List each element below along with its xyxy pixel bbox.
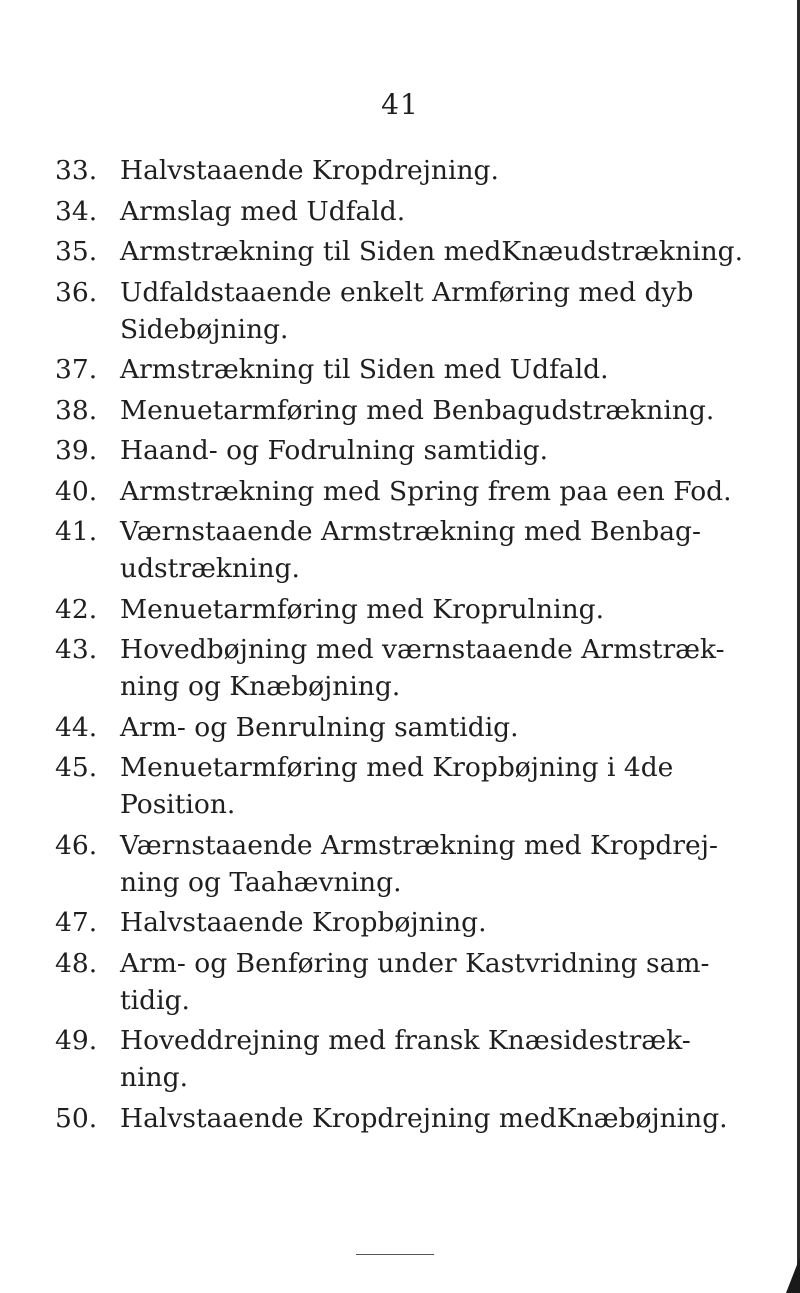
item-text: Armstrækning til Siden med Udfald. — [120, 354, 609, 385]
list-item — [55, 1022, 775, 1096]
end-rule — [356, 1254, 434, 1255]
item-number: 47. — [55, 907, 98, 938]
item-number: 45. — [55, 752, 98, 783]
item-number: 46. — [55, 829, 98, 861]
item-text: Hoveddrejning med fransk Knæsidestræk- ning. — [120, 1025, 691, 1093]
list-item — [55, 827, 775, 901]
exercise-list — [55, 152, 775, 1140]
item-text: Armstrækning med Spring frem paa een Fod. — [120, 475, 732, 507]
item-number: 40. — [55, 475, 98, 507]
item-text: Værnstaaende Armstrækning med Benbag- udstrækning. — [120, 516, 701, 584]
item-number: 35. — [55, 236, 98, 267]
item-text: Arm- og Benføring under Kastvridning sam- tidig. — [120, 947, 710, 1016]
item-number: 43. — [55, 634, 98, 665]
item-text: Udfaldstaaende enkelt Armføring med dyb Sidebøjning. — [120, 276, 694, 345]
list-item — [55, 945, 775, 1019]
item-number: 44. — [55, 711, 98, 743]
item-text: Menuetarmføring med Benbagudstrækning. — [120, 394, 715, 426]
list-item — [55, 473, 775, 510]
page-number: 41 — [381, 88, 419, 121]
item-text: Værnstaaende Armstrækning med Kropdrej- ning og Taahævning. — [120, 829, 718, 898]
item-text: Halvstaaende Kropdrejning. — [120, 155, 499, 186]
list-item — [55, 1100, 775, 1137]
item-number: 34. — [55, 195, 98, 227]
item-text: Armstrækning til Siden medKnæudstrækning. — [120, 236, 744, 267]
list-item — [55, 274, 775, 348]
item-number: 37. — [55, 354, 98, 385]
list-item — [55, 351, 775, 388]
item-text: Halvstaaende Kropbøjning. — [120, 907, 487, 938]
list-item — [55, 513, 775, 587]
item-number: 36. — [55, 276, 98, 308]
item-number: 39. — [55, 435, 98, 466]
list-item — [55, 631, 775, 705]
list-item — [55, 749, 775, 823]
item-number: 42. — [55, 593, 98, 625]
item-number: 48. — [55, 947, 98, 979]
list-item — [55, 709, 775, 746]
list-item — [55, 392, 775, 429]
page-corner-mark — [786, 1257, 800, 1293]
item-number: 38. — [55, 394, 98, 426]
list-item — [55, 591, 775, 628]
list-item — [55, 432, 775, 469]
item-number: 33. — [55, 155, 98, 186]
item-number: 49. — [55, 1025, 98, 1056]
item-text: Menuetarmføring med Kropbøjning i 4de Position. — [120, 752, 674, 820]
item-text: Menuetarmføring med Kroprulning. — [120, 593, 605, 625]
item-text: Hovedbøjning med værnstaaende Armstræk- ning og Knæbøjning. — [120, 634, 725, 702]
list-item — [55, 193, 775, 230]
list-item — [55, 904, 775, 941]
item-number: 41. — [55, 516, 98, 547]
item-text: Halvstaaende Kropdrejning medKnæbøjning. — [120, 1102, 728, 1134]
item-text: Armslag med Udfald. — [120, 195, 406, 227]
item-text: Haand- og Fodrulning samtidig. — [120, 435, 548, 466]
item-text: Arm- og Benrulning samtidig. — [120, 711, 519, 743]
item-number: 50. — [55, 1102, 98, 1134]
list-item — [55, 233, 775, 270]
list-item — [55, 152, 775, 189]
